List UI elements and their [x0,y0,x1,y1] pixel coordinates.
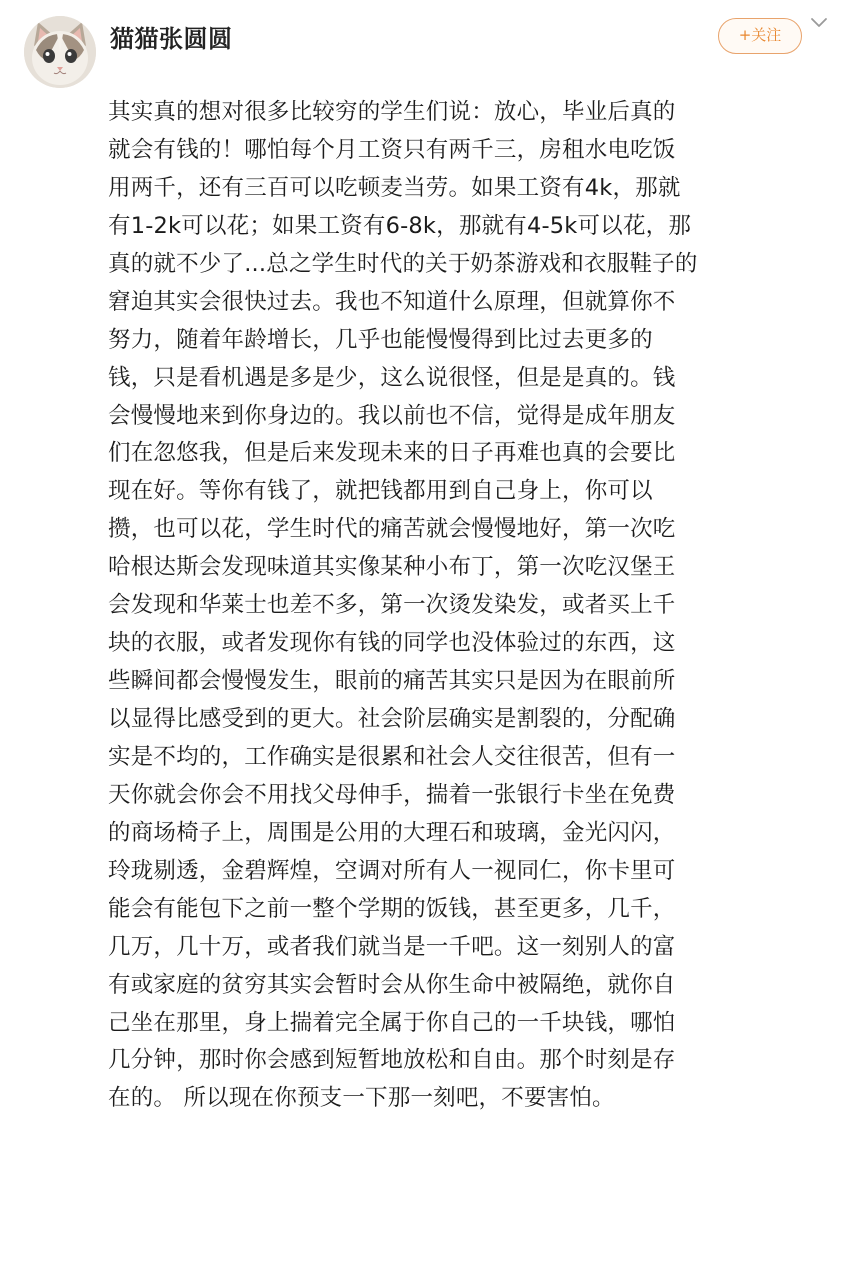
post-text-line: 有1-2k可以花；如果工资有6-8k，那就有4-5k可以花，那 [108,212,692,239]
post-text-line: 几万，几十万，或者我们就当是一千吧。这一刻别人的富 [108,933,676,960]
post-text-line: 其实真的想对很多比较穷的学生们说：放心，毕业后真的 [108,99,676,125]
post-text-line: 实是不均的，工作确实是很累和社会人交往很苦，但有一 [108,743,676,770]
post-text-line: 现在好。等你有钱了，就把钱都用到自己身上，你可以 [108,478,653,505]
post-text-line: 用两千，还有三百可以吃顿麦当劳。如果工资有4k，那就 [108,174,681,201]
post-text-line: 会慢慢地来到你身边的。我以前也不信，觉得是成年朋友 [108,402,676,429]
post-text-line: 有或家庭的贫穷其实会暂时会从你生命中被隔绝，就你自 [108,971,676,998]
post-text-line: 块的衣服，或者发现你有钱的同学也没体验过的东西，这 [108,630,676,657]
post-text-line: 努力，随着年龄增长，几乎也能慢慢得到比过去更多的 [108,326,653,353]
post-text-line: 钱，只是看机遇是多是少，这么说很怪，但是是真的。钱 [108,364,676,391]
post-text-line: 真的就不少了...总之学生时代的关于奶茶游戏和衣服鞋子的 [108,250,698,277]
post-text-line: 哈根达斯会发现味道其实像某种小布丁，第一次吃汉堡王 [108,554,676,581]
post-text-line: 天你就会你会不用找父母伸手，揣着一张银行卡坐在免费 [108,781,676,808]
post-text [108,94,836,1118]
author-name[interactable]: 猫猫张圆圆 [110,25,233,53]
follow-button[interactable]: +关注 [718,18,802,54]
post-text-line: 些瞬间都会慢慢发生，眼前的痛苦其实只是因为在眼前所 [108,668,676,695]
post-text-line: 几分钟，那时你会感到短暂地放松和自由。那个时刻是存 [108,1047,676,1074]
post-text-line: 己坐在那里，身上揣着完全属于你自己的一千块钱，哪怕 [108,1009,676,1036]
post-text-line: 攒，也可以花，学生时代的痛苦就会慢慢地好，第一次吃 [108,516,676,543]
post-text-line: 能会有能包下之前一整个学期的饭钱，甚至更多，几千， [108,895,676,922]
post-text-line: 在的。 所以现在你预支一下那一刻吧，不要害怕。 [108,1085,615,1112]
post-text-line: 会发现和华莱士也差不多，第一次烫发染发，或者买上千 [108,592,676,619]
post-header [0,0,848,90]
post-text-line: 以显得比感受到的更大。社会阶层确实是割裂的，分配确 [108,706,676,732]
avatar[interactable] [24,16,96,88]
chevron-down-icon[interactable] [808,12,830,34]
post-text-line: 玲珑剔透，金碧辉煌，空调对所有人一视同仁，你卡里可 [108,857,676,884]
kitten-avatar-icon [24,16,96,88]
post-text-line: 的商场椅子上，周围是公用的大理石和玻璃，金光闪闪， [108,819,676,846]
post-text-line: 们在忽悠我，但是后来发现未来的日子再难也真的会要比 [108,440,676,467]
post-text-line: 就会有钱的！哪怕每个月工资只有两千三，房租水电吃饭 [108,136,676,163]
post-text-line: 窘迫其实会很快过去。我也不知道什么原理，但就算你不 [108,288,676,315]
